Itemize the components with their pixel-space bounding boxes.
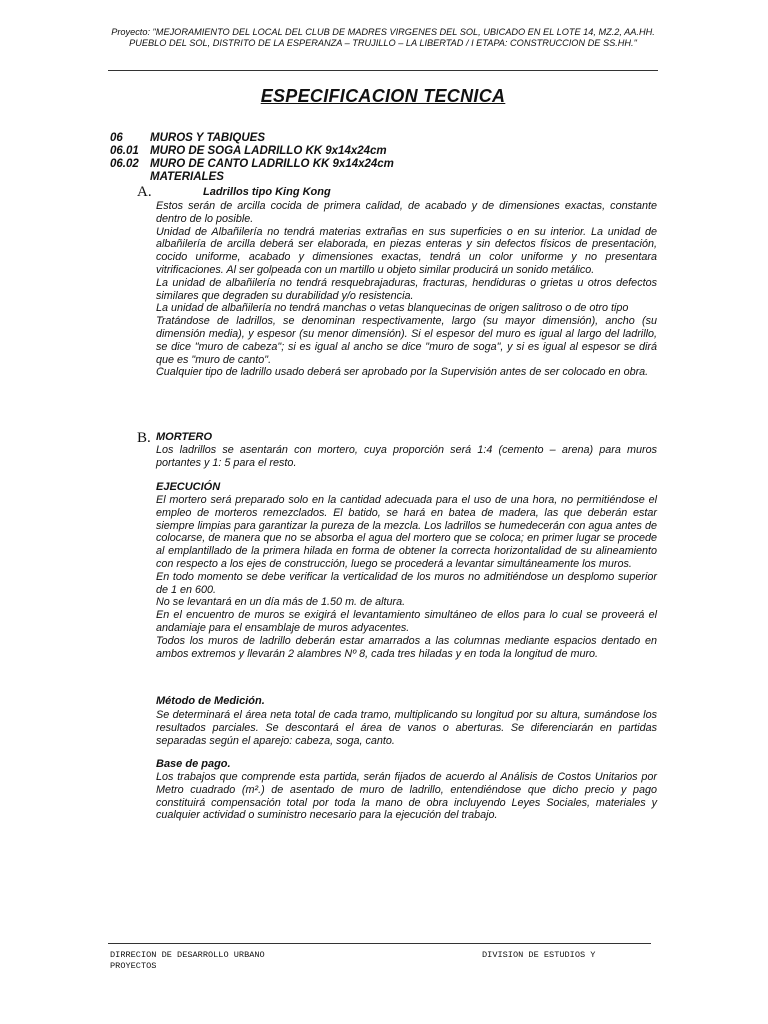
section-title: MATERIALES <box>150 171 224 183</box>
paragraph: Se determinará el área neta total de cada tramo, multiplicando su longitud por su altura, sumándose los resultados parciales. Se descontará el área de vanos o aberturas. Se diferenciarán en partidas separadas según el aparejo: cabeza, soga, canto. <box>156 709 657 747</box>
subsection-heading-metodo: Método de Medición. <box>156 695 265 707</box>
footer-rule <box>108 943 651 944</box>
header-rule <box>108 70 658 71</box>
section-number: 06.01 <box>110 145 139 157</box>
footer-left-line: PROYECTOS <box>110 961 157 971</box>
section-heading <box>110 171 224 184</box>
paragraph: Los ladrillos se asentarán con mortero, cuya proporción será 1:4 (cemento – arena) para muros portantes y 1: 5 para el resto. <box>156 444 657 469</box>
paragraph-block-metodo <box>156 709 657 747</box>
footer-left <box>110 950 265 972</box>
subsection-heading-base-de-pago: Base de pago. <box>156 758 231 770</box>
footer-right: DIVISION DE ESTUDIOS Y <box>482 950 596 960</box>
paragraph: Todos los muros de ladrillo deberán estar amarrados a las columnas mediante espacios dentado en ambos extremos y llevarán 2 alambres Nº 8, cada tres hiladas y en toda la longitud de muro. <box>156 634 657 660</box>
section-heading <box>110 132 265 145</box>
paragraph-block-ejecucion <box>156 494 657 660</box>
item-letter-a: A. <box>137 184 152 200</box>
subsection-heading-ladrillos: Ladrillos tipo King Kong <box>203 186 331 198</box>
section-number: 06 <box>110 132 123 144</box>
paragraph: Cualquier tipo de ladrillo usado deberá ser aprobado por la Supervisión antes de ser colocado en obra. <box>156 366 649 379</box>
paragraph: No se levantará en un día más de 1.50 m. de altura. <box>156 596 406 609</box>
section-title: MUROS Y TABIQUES <box>150 132 266 144</box>
subsection-heading-mortero: MORTERO <box>156 431 213 443</box>
item-letter-b: B. <box>137 430 151 446</box>
paragraph: Estos serán de arcilla cocida de primera calidad, de acabado y de dimensiones exactas, constante dentro de lo posible. <box>156 200 657 225</box>
section-number: 06.02 <box>110 158 139 170</box>
paragraph-block-ladrillos <box>156 200 657 379</box>
paragraph: La unidad de albañilería no tendrá resquebrajaduras, fracturas, hendiduras o grietas u otros defectos similares que degraden su durabilidad y/o resistencia. <box>156 276 657 302</box>
section-title: MURO DE SOGA LADRILLO KK 9x14x24cm <box>150 145 387 157</box>
section-heading <box>110 145 387 158</box>
project-header: Proyecto: "MEJORAMIENTO DEL LOCAL DEL CLUB DE MADRES VIRGENES DEL SOL, UBICADO EN EL LOTE 14, MZ.2, AA.HH. PUEBLO DEL SOL, DISTRITO DE LA ESPERANZA – TRUJILLO – LA LIBERTAD / I ETAPA: CONSTRUCCION DE SS.HH." <box>111 27 655 48</box>
subsection-heading-ejecucion: EJECUCIÓN <box>156 481 221 493</box>
paragraph: Tratándose de ladrillos, se denominan respectivamente, largo (su mayor dimensión), ancho (su dimensión media), y espesor (su menor dimensión). Si el espesor del muro es igual al largo del ladrillo, se dice "muro de cabeza"; si es igual al ancho se dice "muro de soga", y si es igual al espesor se dirá que es "muro de canto". <box>156 315 657 366</box>
page-title: ESPECIFICACION TECNICA <box>260 86 506 106</box>
paragraph: Unidad de Albañilería no tendrá materias extrañas en sus superficies o en su interior. La unidad de albañilería de arcilla deberá ser elaborada, en piezas enteras y sin defectos físicos de presentación, cocido uniforme, acabado y dimensiones exactas, tendrá un color uniforme y no presentara vitrificaciones. Al ser golpeada con un martillo u objeto similar producirá un sonido metálico. <box>156 225 657 276</box>
section-heading <box>110 158 394 171</box>
paragraph: El mortero será preparado solo en la cantidad adecuada para el uso de una hora, no permitiéndose el empleo de morteros remezclados. El batido, se hará en batea de madera, las que deberán estar siempre limpias para garantizar la pureza de la mezcla. Los ladrillos se humedecerán con agua antes de colocarse, de manera que no se absorba el agua del mortero que se coloca; en primer lugar se procede al emplantillado de la primera hilada en forma de obtener la correcta horizontalidad de su alineamiento con respecto a los ejes de construcción, luego se procederá a levantar simultáneamente los muros. <box>156 494 657 570</box>
paragraph: En todo momento se debe verificar la verticalidad de los muros no admitiéndose un desplomo superior de 1 en 600. <box>156 570 657 596</box>
section-title: MURO DE CANTO LADRILLO KK 9x14x24cm <box>150 158 394 170</box>
footer-left-line: DIRRECION DE DESARROLLO URBANO <box>110 950 265 960</box>
paragraph: Los trabajos que comprende esta partida, serán fijados de acuerdo al Análisis de Costos Unitarios por Metro cuadrado (m².) de asentado de muro de ladrillo, entendiéndose que dicho precio y pago constituirá compensación total por toda la mano de obra incluyendo Leyes Sociales, materiales y cualquier actividad o suministro necesario para la ejecución del trabajo. <box>156 771 657 822</box>
paragraph-block-mortero <box>156 444 657 470</box>
paragraph: En el encuentro de muros se exigirá el levantamiento simultáneo de ellos para lo cual se proveerá el andamiaje para el ensamblaje de muros adyacentes. <box>156 609 657 634</box>
paragraph-block-base-de-pago <box>156 771 657 822</box>
paragraph: La unidad de albañilería no tendrá manchas o vetas blanquecinas de origen salitroso o de otro tipo <box>156 302 629 315</box>
